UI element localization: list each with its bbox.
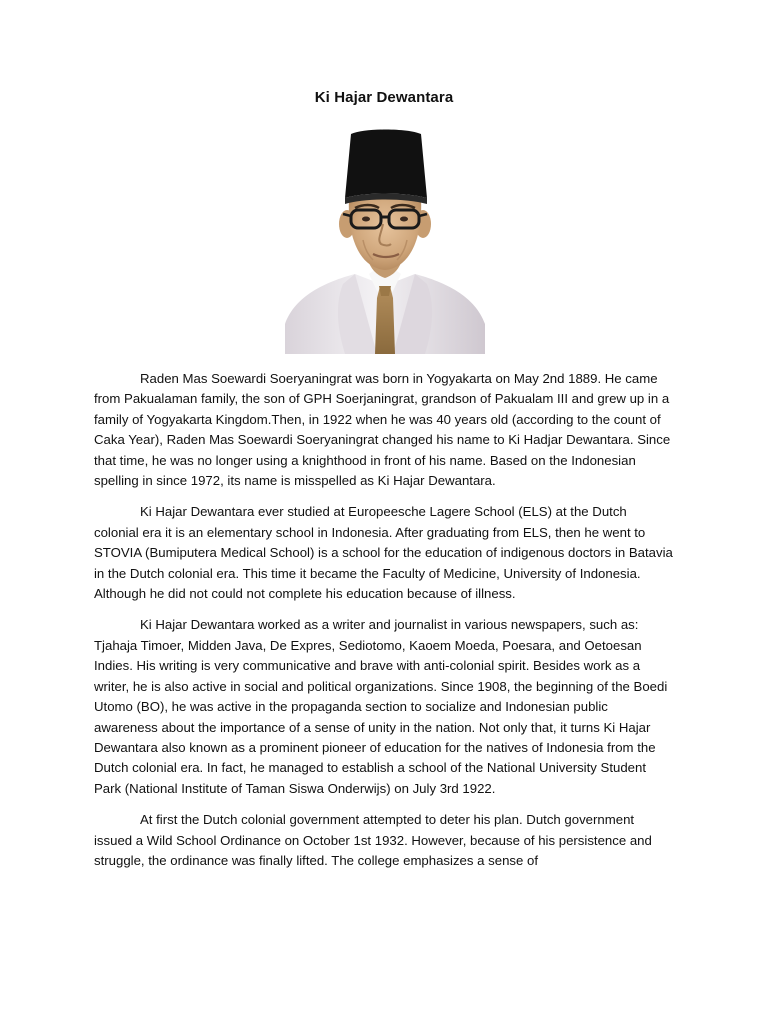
paragraph-4: At first the Dutch colonial government attempted to deter his plan. Dutch government issued a Wild School Ordinance on October 1st 1932. However, because of his persistence and struggle, the ordinance was finally lifted. The college emphasizes a sense of [94,812,652,868]
portrait-image [285,128,485,354]
paragraph-3: Ki Hajar Dewantara worked as a writer and journalist in various newspapers, such as: Tjahaja Timoer, Midden Java, De Expres, Sediotomo, Kaoem Moeda, Poesara, and Oetoesan Indies. His writing is very communicative and brave with anti-colonial spirit. Besides work as a writer, he is also active in social and political organizations. Since 1908, the beginning of the Boedi Utomo (BO), he was active in the propaganda section to socialize and Indonesian public awareness about the importance of a sense of unity in the nation. Not only that, it turns Ki Hajar Dewantara also known as a prominent pioneer of education for the natives of Indonesia from the Dutch colonial era. In fact, he managed to establish a school of the National University Student Park (National Institute of Taman Siswa Onderwijs) on July 3rd 1922. [94,617,668,796]
paragraph-1: Raden Mas Soewardi Soeryaningrat was born in Yogyakarta on May 2nd 1889. He came from Pakualaman family, the son of GPH Soerjaningrat, grandson of Pakualam III and grew up in a family of Yogyakarta Kingdom.Then, in 1922 when he was 40 years old (according to the count of Caka Year), Raden Mas Soewardi Soeryaningrat changed his name to Ki Hadjar Dewantara. Since that time, he was no longer using a knighthood in front of his name. Based on the Indonesian spelling in since 1972, its name is misspelled as Ki Hajar Dewantara. [94,371,671,489]
portrait-illustration-icon [285,128,485,354]
document-body [94,369,674,882]
document-title: Ki Hajar Dewantara [314,89,454,106]
paragraph-2: Ki Hajar Dewantara ever studied at Europeesche Lagere School (ELS) at the Dutch colonial era it is an elementary school in Indonesia. After graduating from ELS, then he went to STOVIA (Bumiputera Medical School) is a school for the education of indigenous doctors in Batavia in the Dutch colonial era. This time it became the Faculty of Medicine, University of Indonesia. Although he did not could not complete his education because of illness. [94,504,673,602]
